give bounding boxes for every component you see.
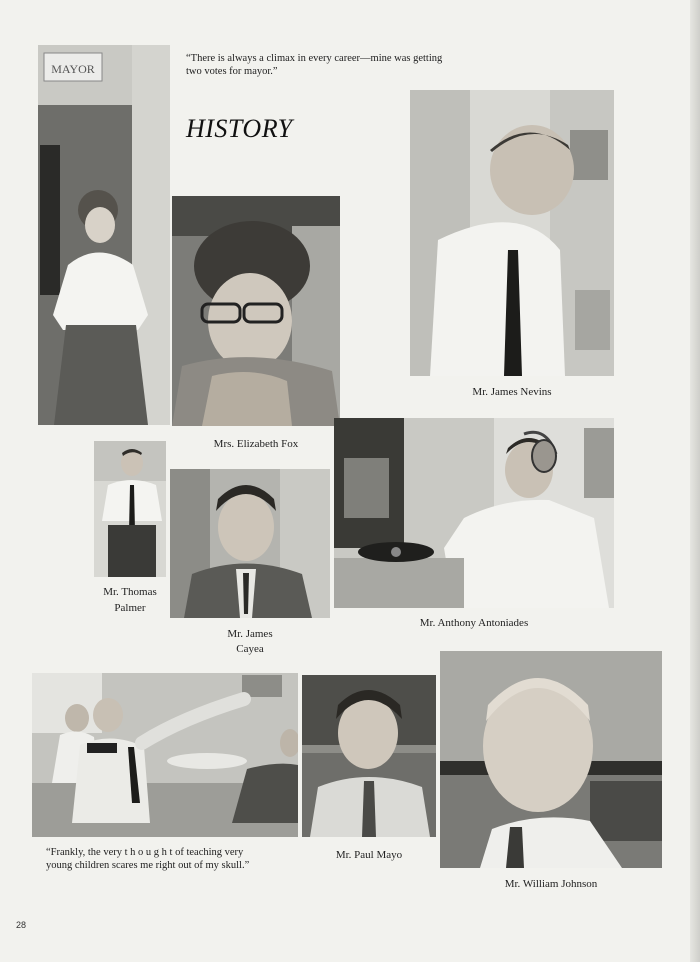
caption-paul-mayo: Mr. Paul Mayo: [335, 849, 403, 861]
photo-paul-mayo: [302, 675, 436, 837]
photo-james-nevins: [410, 90, 614, 376]
page-number: 28: [16, 920, 27, 930]
quote-bottom-line2: young children scares me right out of my skull.”: [46, 860, 250, 871]
caption-thomas-palmer-line1: Mr. Thomas: [103, 586, 157, 598]
page-title: HISTORY: [186, 114, 293, 143]
caption-james-cayea-line2: Cayea: [236, 643, 264, 655]
caption-james-nevins: Mr. James Nevins: [472, 386, 552, 398]
caption-thomas-palmer-line2: Palmer: [114, 602, 146, 614]
page-edge: [690, 0, 700, 962]
caption-elizabeth-fox: Mrs. Elizabeth Fox: [213, 438, 299, 450]
photo-classroom: [32, 673, 298, 837]
photo-woman-at-mayor-door: [38, 45, 170, 425]
door-sign-text: MAYOR: [51, 62, 95, 76]
caption-james-cayea-line1: Mr. James: [227, 628, 273, 640]
photo-james-cayea: [170, 469, 330, 618]
caption-william-johnson: Mr. William Johnson: [504, 878, 598, 890]
quote-bottom-line1: “Frankly, the very t h o u g h t of teaching very: [46, 847, 244, 858]
caption-anthony-antoniades: Mr. Anthony Antoniades: [419, 617, 529, 629]
photo-william-johnson: [440, 651, 662, 868]
photo-elizabeth-fox: [172, 196, 340, 426]
photo-thomas-palmer: [94, 441, 166, 577]
photo-anthony-antoniades: [334, 418, 614, 608]
quote-top: “There is always a climax in every career—mine was getting two votes for mayor.”: [186, 53, 443, 77]
